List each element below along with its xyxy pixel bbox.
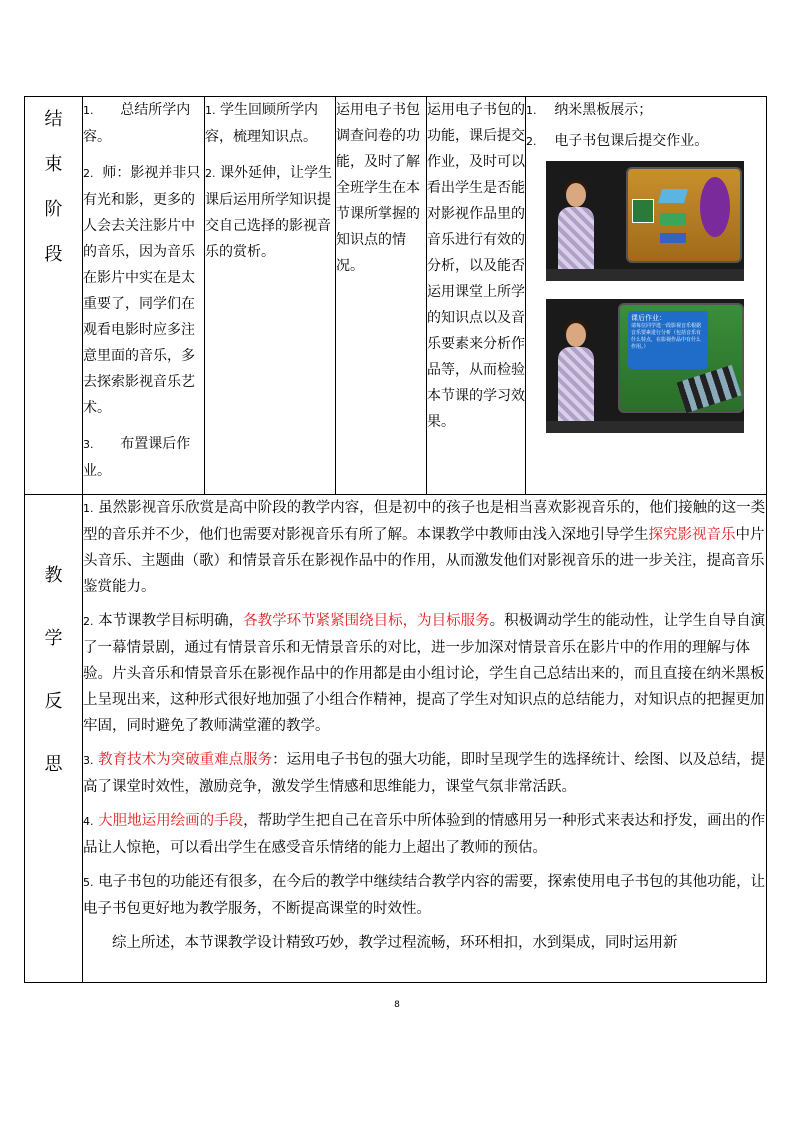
media-cell bbox=[526, 97, 767, 495]
reflection-paragraph: 1. 虽然影视音乐欣赏是高中阶段的教学内容，但是初中的孩子也是相当喜欢影视音乐的，他们接触的这一类型的音乐并不少，他们也需要对影视音乐有所了解。本课教学中教师由浅入深地引导学生探究影视音乐中片头音乐、主题曲（歌）和情景音乐在影视作品中的作用，从而激发他们对影视音乐的进一步关注，提高音乐鉴赏能力。 bbox=[83, 500, 766, 595]
stage-char: 束 bbox=[44, 154, 63, 175]
list-item: 2. 师：影视并非只有光和影，更多的人会去关注影片中的音乐，因为音乐在影片中实在是太重要了，同学们在观看电影时应多注意里面的音乐，多去探索影视音乐艺术。 bbox=[83, 165, 201, 416]
row-closing-stage bbox=[25, 97, 767, 495]
diagram-node bbox=[632, 199, 654, 223]
diagram-node bbox=[660, 213, 686, 225]
teacher-figure bbox=[554, 183, 598, 281]
diagram-node bbox=[700, 177, 730, 237]
diagram-node bbox=[660, 233, 686, 243]
list-item: 1. 纳米黑板展示； bbox=[526, 102, 653, 118]
reflection-paragraph: 4. 大胆地运用绘画的手段，帮助学生把自己在音乐中所体验到的情感用另一种形式来表达和抒发，画出的作品让人惊艳，可以看出学生在感受音乐情绪的能力上超出了教师的预估。 bbox=[83, 813, 766, 856]
row-reflection bbox=[25, 495, 767, 983]
reflection-paragraph: 2. 本节课教学目标明确，各教学环节紧紧围绕目标，为目标服务。积极调动学生的能动性，让学生自导自演了一幕情景剧，通过有情景音乐和无情景音乐的对比，进一步加深对情景音乐在影片中的作用的理解与体验。片头音乐和情景音乐在影视作品中的作用都是由小组讨论，学生自己总结出来的，而且直接在纳米黑板上呈现出来，这种形式很好地加强了小组合作精神，提高了学生对知识点的总结能力，对知识点的把握更加牢固，同时避免了教师满堂灌的教学。 bbox=[83, 613, 766, 734]
list-item: 3. 布置课后作业。 bbox=[83, 436, 191, 479]
classroom-photo-1 bbox=[546, 161, 744, 281]
stage-char: 教 bbox=[44, 565, 63, 586]
list-item: 2. 电子书包课后提交作业。 bbox=[526, 133, 709, 149]
stage-char: 段 bbox=[44, 244, 63, 265]
reflection-cell bbox=[83, 495, 767, 983]
stage-char: 结 bbox=[44, 109, 63, 130]
reflection-paragraph: 3. 教育技术为突破重难点服务：运用电子书包的强大功能，即时呈现学生的选择统计、绘图、以及总结，提高了课堂时效性，激励竞争，激发学生情感和思维能力，课堂气氛非常活跃。 bbox=[83, 752, 766, 795]
stage-char: 思 bbox=[44, 754, 63, 775]
list-item: 1. 总结所学内容。 bbox=[83, 102, 191, 145]
page-number: 8 bbox=[394, 1000, 400, 1010]
lesson-table bbox=[24, 96, 767, 983]
teacher-activity-cell bbox=[83, 97, 205, 495]
stage-label-closing bbox=[25, 97, 83, 495]
stage-char: 阶 bbox=[44, 199, 63, 220]
homework-board: 课后作业： 请每位同学选一段影视音乐根据音乐要素进行分析（包括音乐有什么特点，在影视作品中有什么作用。） bbox=[628, 311, 708, 369]
reflection-paragraph: 5. 电子书包的功能还有很多，在今后的教学中继续结合教学内容的需要，探索使用电子书包的其他功能，让电子书包更好地为教学服务，不断提高课堂的时效性。 bbox=[83, 874, 766, 917]
nano-blackboard-screen bbox=[626, 167, 742, 263]
design-intent-cell: 运用电子书包的功能，课后提交作业，及时可以看出学生是否能对影视作品里的音乐进行有效的分析，以及能否运用课堂上所学的知识点以及音乐要素来分析作品等，从而检验本节课的学习效果。 bbox=[427, 97, 526, 495]
student-activity-cell bbox=[205, 97, 336, 495]
film-strip-icon bbox=[676, 365, 741, 413]
list-item: 2. 课外延伸，让学生课后运用所学知识提交自己选择的影视音乐的赏析。 bbox=[205, 165, 332, 260]
tech-use-cell: 运用电子书包调查问卷的功能，及时了解全班学生在本节课所掌握的知识点的情况。 bbox=[336, 97, 427, 495]
list-item: 1. 学生回顾所学内容，梳理知识点。 bbox=[205, 102, 318, 145]
stage-char: 学 bbox=[44, 628, 63, 649]
stage-char: 反 bbox=[44, 691, 63, 712]
classroom-photo-2 bbox=[546, 299, 744, 433]
stage-label-reflection bbox=[25, 495, 83, 983]
teacher-figure bbox=[554, 323, 598, 421]
diagram-node bbox=[658, 189, 688, 203]
reflection-paragraph: 综上所述，本节课教学设计精致巧妙，教学过程流畅，环环相扣，水到渠成，同时运用新 bbox=[112, 935, 678, 951]
homework-screen bbox=[618, 303, 744, 413]
